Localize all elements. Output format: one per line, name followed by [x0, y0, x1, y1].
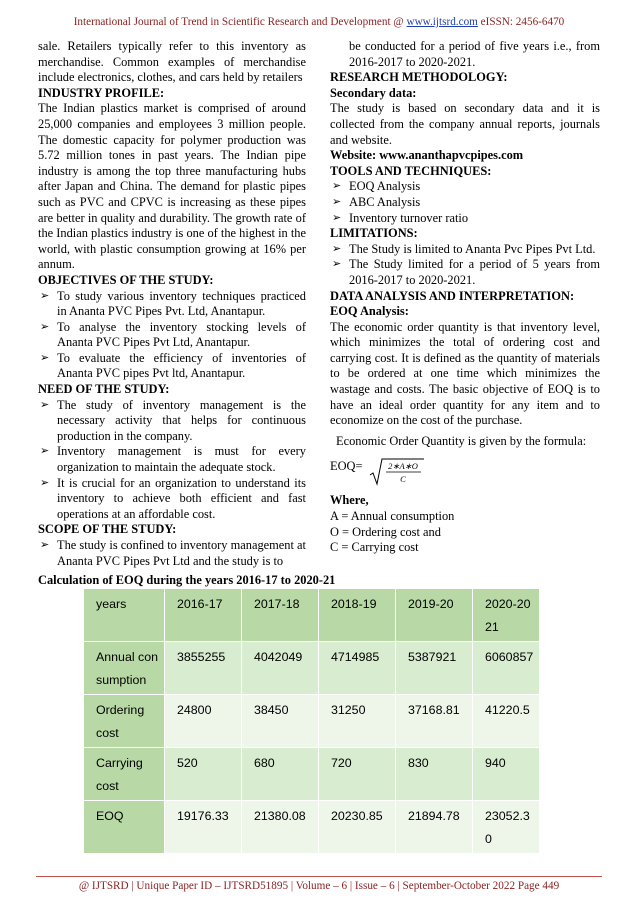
table-header-cell: 2018-19 [319, 589, 396, 642]
limitations-heading: LIMITATIONS: [330, 226, 418, 241]
row-label: Ordering cost [84, 695, 165, 748]
need-heading: NEED OF THE STUDY: [38, 382, 170, 397]
table-caption: Calculation of EOQ during the years 2016-17 to 2020-21 [38, 573, 336, 587]
formula-numerator: 2∗A∗O [388, 461, 419, 472]
journal-name: International Journal of Trend in Scientific Research and Development @ [73, 16, 404, 28]
table-cell: 24800 [165, 695, 242, 748]
page-footer: @ IJTSRD | Unique Paper ID – IJTSRD51895 | Volume – 6 | Issue – 6 | September-October 2022 Page 449 [78, 880, 560, 892]
list-item: ➢ The Study is limited to Ananta Pvc Pipes Pvt Ltd. [332, 241, 596, 256]
right-column [330, 39, 600, 556]
eoq-table [83, 588, 540, 854]
table-cell: 41220.5 [473, 695, 540, 748]
industry-profile-text: The Indian plastics market is comprised of around 25,000 companies and employees 3 million people. The domestic capacity for polymer production was 5.72 million tones in past years. The Indian pipe industry is among the top three manufacturing hubs after Japan and China. The demand for plastic pipes such as PVC and CPVC is increasing as these pipes are better in quality and durability. The growth rate of the Indian plastics industry is one of the highest in the world, with plastic consumption growing at 16% per annum. [38, 101, 306, 272]
methodology-heading: RESEARCH METHODOLOGY: [330, 70, 508, 85]
where-item-ordering: O = Ordering cost and [330, 524, 441, 539]
objectives-list [38, 289, 306, 383]
table-row [84, 748, 540, 801]
arrow-bullet-icon: ➢ [40, 320, 50, 333]
need-list [38, 398, 306, 523]
table-cell: 3855255 [165, 642, 242, 695]
list-item: ➢ The Study limited for a period of 5 years from 2016-2017 to 2020-2021. [332, 257, 600, 287]
table-header-row [84, 589, 540, 642]
list-item: ➢ It is crucial for an organization to understand its inventory to achieve both efficient and fast operations at an affordable cost. [40, 475, 306, 521]
arrow-bullet-icon: ➢ [332, 258, 342, 271]
list-item: ➢ To study various inventory techniques practiced in Ananta PVC Pipes Pvt. Ltd, Anantapur. [40, 288, 306, 319]
table-cell: 4714985 [319, 642, 396, 695]
table-header-cell: 2017-18 [242, 589, 319, 642]
formula-intro: Economic Order Quantity is given by the formula: [336, 433, 587, 448]
where-heading: Where, [330, 493, 369, 508]
journal-issn: eISSN: 2456-6470 [480, 16, 565, 28]
where-item-carrying: C = Carrying cost [330, 540, 419, 555]
table-cell: 23052.30 [473, 801, 540, 854]
left-column [38, 39, 306, 569]
table-header-cell: 2019-20 [396, 589, 473, 642]
objectives-heading: OBJECTIVES OF THE STUDY: [38, 272, 214, 287]
arrow-bullet-icon: ➢ [40, 351, 50, 364]
list-item: ➢ The study of inventory management is the necessary activity that helps for continuous production in the company. [40, 397, 306, 443]
list-item: ➢ Inventory management is must for every organization to maintain the adequate stock. [40, 444, 306, 475]
eoq-formula [330, 457, 600, 487]
scope-continued-text: be conducted for a period of five years i.e., from 2016-2017 to 2020-2021. [349, 39, 600, 69]
list-item: ➢ EOQ Analysis [332, 179, 421, 194]
formula-label: EOQ= [330, 459, 363, 474]
tools-heading: TOOLS AND TECHNIQUES: [330, 163, 492, 178]
table-row [84, 642, 540, 695]
list-item: ➢ ABC Analysis [332, 194, 421, 209]
limitations-list [330, 242, 600, 289]
table-cell: 21894.78 [396, 801, 473, 854]
arrow-bullet-icon: ➢ [40, 445, 50, 458]
list-item: ➢ The study is confined to inventory management at Ananta PVC Pipes Pvt Ltd and the study is to [40, 538, 306, 568]
table-cell: 31250 [319, 695, 396, 748]
arrow-bullet-icon: ➢ [332, 211, 342, 224]
table-cell: 4042049 [242, 642, 319, 695]
intro-paragraph: sale. Retailers typically refer to this inventory as merchandise. Common examples of merchandise include electronics, clothes, and cars held by retailers [38, 39, 306, 85]
industry-profile-heading: INDUSTRY PROFILE: [38, 85, 165, 100]
row-label: Annual consumption [84, 642, 165, 695]
table-cell: 5387921 [396, 642, 473, 695]
scope-list [38, 538, 306, 569]
table-row [84, 801, 540, 854]
table-cell: 20230.85 [319, 801, 396, 854]
arrow-bullet-icon: ➢ [40, 476, 50, 489]
table-cell: 19176.33 [165, 801, 242, 854]
table-cell: 520 [165, 748, 242, 801]
tools-list [330, 179, 600, 226]
page-header [0, 16, 638, 28]
website-line: Website: www.ananthapvcpipes.com [330, 148, 524, 163]
analysis-heading: DATA ANALYSIS AND INTERPRETATION: [330, 288, 575, 303]
list-item: ➢ Inventory turnover ratio [332, 210, 469, 225]
list-item: ➢ To evaluate the efficiency of inventories of Ananta PVC pipes Pvt ltd, Anantapur. [40, 350, 306, 381]
arrow-bullet-icon: ➢ [40, 289, 50, 302]
methodology-text: The study is based on secondary data and it is collected from the company annual reports, journals and website. [330, 101, 600, 147]
arrow-bullet-icon: ➢ [40, 398, 50, 411]
row-label: Carrying cost [84, 748, 165, 801]
row-label: EOQ [84, 801, 165, 854]
table-header-cell: 2020-2021 [473, 589, 540, 642]
eoq-analysis-text: The economic order quantity is that inventory level, which minimizes the total of ordering cost and carrying cost. It is defined as the quantity of materials to be ordered at one time which minimizes the wastage and costs. The basic objective of EOQ is to have an ideal order quantity for any item and to economize on the cost of the purchase. [330, 319, 600, 428]
table-cell: 720 [319, 748, 396, 801]
table-cell: 21380.08 [242, 801, 319, 854]
table-cell: 680 [242, 748, 319, 801]
square-root-formula-icon [368, 457, 426, 487]
table-cell: 37168.81 [396, 695, 473, 748]
eoq-analysis-subheading: EOQ Analysis: [330, 304, 409, 319]
table-header-cell: 2016-17 [165, 589, 242, 642]
table-cell: 38450 [242, 695, 319, 748]
arrow-bullet-icon: ➢ [332, 242, 342, 255]
list-item: ➢ To analyse the inventory stocking levels of Ananta PVC Pipes Pvt Ltd, Anantapur. [40, 319, 306, 350]
table-cell: 940 [473, 748, 540, 801]
arrow-bullet-icon: ➢ [332, 195, 342, 208]
where-item-annual: A = Annual consumption [330, 509, 455, 524]
arrow-bullet-icon: ➢ [332, 180, 342, 193]
table-header-cell: years [84, 589, 165, 642]
table-row [84, 695, 540, 748]
footer-divider [36, 876, 602, 877]
table-cell: 830 [396, 748, 473, 801]
table-cell: 6060857 [473, 642, 540, 695]
scope-heading: SCOPE OF THE STUDY: [38, 522, 177, 537]
secondary-data-subheading: Secondary data: [330, 85, 417, 100]
formula-denominator: C [400, 474, 407, 485]
arrow-bullet-icon: ➢ [40, 539, 50, 551]
journal-url-link[interactable]: www.ijtsrd.com [406, 16, 478, 28]
